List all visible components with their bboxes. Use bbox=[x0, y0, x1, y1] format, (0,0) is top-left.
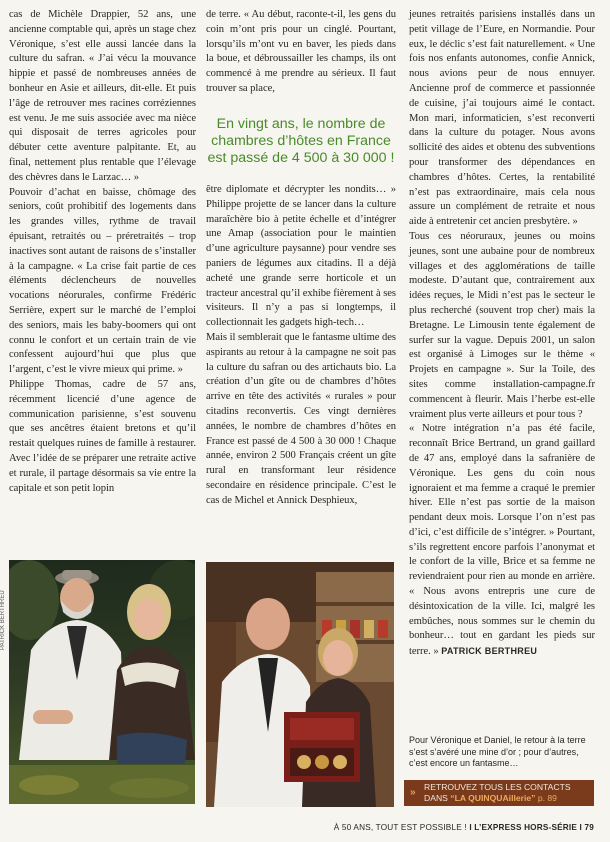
footer-publication: L’EXPRESS HORS-SÉRIE bbox=[474, 823, 578, 832]
paragraph: Mais il semblerait que le fantasme ultime des aspirants au retour à la campagne ne soit pas la culture du safran ou des artichauts bio. La création d’un gîte ou de chambres d’hôtes arrive en tête des activités « rurales » pour citadins reconvertis. Ces vingt dernières années, le nombre de chambres d’hôtes en France est passé de 4 500 à 30 000 ! Chaque année, environ 2 500 Français créent un gîte rural en transformant leur résidence secondaire en résidence principale. C’est le cas de Michel et Annick Desphieux, bbox=[206, 331, 396, 506]
page-number: 79 bbox=[584, 823, 594, 832]
callout-page: p. 89 bbox=[537, 793, 557, 803]
paragraph: de terre. « Au début, raconte-t-il, les gens du coin m’ont pris pour un cinglé. Pourtant, lorsqu’ils m’ont vu en baver, les pieds dans la boue, et débroussailler les champs, ils ont commencé à me prendre au sérieux. Il faut trouver sa place, bbox=[206, 9, 396, 94]
paragraph: Philippe Thomas, cadre de 57 ans, récemment licencié d’une agence de communication parisienne, s’est souvenu que ses ancêtres étaient bretons et qu’il restait quelques ruines de famille à restaurer. Avec l’idée de se préparer une retraite active et rurale, il partage désormais sa vie entre la capitale et son petit lopin bbox=[9, 378, 196, 494]
paragraph: Pouvoir d’achat en baisse, chômage des seniors, coût prohibitif des logements dans les grandes villes, rythme de travail épuisant, retraités ou – préretraités – trop inactives sont autant de raisons de s’installer à la campagne. « La crise fait partie de ces éléments déclencheurs de nouvelles vocations néorurales, confirme Frédéric Serrière, expert sur le marché de l’emploi des seniors, mais les baby-boomers qui ont connu le confort et un certain train de vie confessent aujourd’hui que plus que l’argent, c’est le vivre mieux qui prime. » bbox=[9, 186, 196, 376]
double-chevron-right-icon: » bbox=[410, 787, 416, 798]
photo-couple-shop-image bbox=[206, 562, 394, 807]
paragraph: Tous ces néoruraux, jeunes ou moins jeunes, sont une aubaine pour de nombreux villages et des agglomérations de taille modeste. D’autant que, contrairement aux idées reçues, le Midi n’est pas le secteur le plus recherché (souvent trop cher) mais la Bretagne. Le Limousin tente également de surfer sur la vague. Depuis 2001, un salon est organisé à Limoges sur le thème « Projets en campagne ». Sur la Toile, des sites comme installation-campagne.fr commencent à fleurir. Mais l’herbe est-elle vraiment plus verte ailleurs et pour tous ? bbox=[409, 230, 595, 420]
callout-brand[interactable]: “LA QUINQUAillerie” bbox=[450, 793, 536, 803]
photo-couple-outdoors-image bbox=[9, 560, 195, 804]
author-signature: PATRICK BERTHREU bbox=[441, 646, 538, 657]
photo-caption: Pour Véronique et Daniel, le retour à la terre s’est s’avéré une mine d’or ; pour d’autres, c’est encore un fantasme… bbox=[409, 735, 586, 768]
paragraph: cas de Michèle Drappier, 52 ans, une ancienne comptable qui, après un stage chez Véronique, s’est elle aussi lancée dans la culture du safran. « J’ai vécu la mouvance hippie et passé de nombreuses années de bonheur en Asie et ailleurs, dit-elle. Et puis l’âge de retrouver mes racines corréziennes est venu. Je me suis associée avec ma nièce qui disposait de terres agricoles pour débuter cette aventure palpitante. Et, au final, nettement plus rentable que l’élevage des chèvres dans le Larzac… » bbox=[9, 9, 196, 183]
photo-couple-outdoors bbox=[9, 560, 195, 804]
callout-text: RETROUVEZ TOUS LES CONTACTS DANS bbox=[424, 782, 571, 803]
article-column-2-bottom bbox=[206, 183, 396, 509]
pull-quote: En vingt ans, le nombre de chambres d’hôtes en France est passé de 4 500 à 30 000 ! bbox=[207, 116, 395, 166]
page-footer bbox=[334, 823, 594, 832]
photo-credit: PATRICK BERTHREU bbox=[0, 590, 6, 650]
photo-couple-shop bbox=[206, 562, 394, 807]
contacts-callout[interactable] bbox=[404, 780, 594, 806]
paragraph-text: « Notre intégration n’a pas été facile, reconnaît Brice Bertrand, un grand gaillard de 47 ans, employé dans la safranière de Véronique. Les gens du coin nous ignoraient et ma femme a craqué le premier hiver. Elle n’est pas sortie de la maison pendant deux mois. Lorsque l’on n’est pas d’ici, c’est difficile de s’intégrer. » Pourtant, s’ils regrettent encore parfois l’anonymat et le confort de la ville, Brice et sa femme ne reviendraient pour rien au monde en arrière. « Nous avons entrepris une cure de désintoxication de la ville. Ici, malgré les embûches, nous sommes sur le chemin du bonheur… tout en gardant les pieds sur terre. » bbox=[409, 423, 595, 658]
paragraph bbox=[409, 422, 595, 660]
footer-separator: I bbox=[469, 823, 472, 832]
article-column-1 bbox=[9, 8, 196, 496]
footer-separator: I bbox=[579, 823, 582, 832]
paragraph: être diplomate et décrypter les nondits… » Philippe projette de se lancer dans la culture maraîchère bio à petite échelle et d’intégrer une Amap (association pour le maintien d’une agriculture paysanne) pour vendre ses paniers de légumes aux citadins. Il a déjà acheté une grande serre horticole et un tracteur ancestral qu’il exhibe fièrement à ses visiteurs. Il n’y a pas si longtemps, il collectionnait les gadgets high-tech… bbox=[206, 184, 397, 329]
article-column-2-top bbox=[206, 8, 396, 97]
footer-tagline: À 50 ANS, TOUT EST POSSIBLE ! bbox=[333, 823, 467, 832]
article-column-3 bbox=[409, 8, 595, 660]
paragraph: jeunes retraités parisiens installés dans un petit village de l’Eure, en Normandie. Pour eux, le déclic s’est fait naturellement. « Une fois nos enfants autonomes, confie Annick, nous avions peur de nous ennuyer. Ancienne prof de commerce et passionnée de cuisine, j’ai toujours aimé le contact. Mon mari, informaticien, s’est reconverti dans la culture du potager. Nous avons sollicité des aides et obtenu des subventions pour transformer des dépendances en chambres d’hôtes. Certes, la rentabilité n’est pas extraordinaire, mais cela nous assure un complément de retraite et nous aide à entretenir cet ancien presbytère. » bbox=[409, 9, 595, 228]
